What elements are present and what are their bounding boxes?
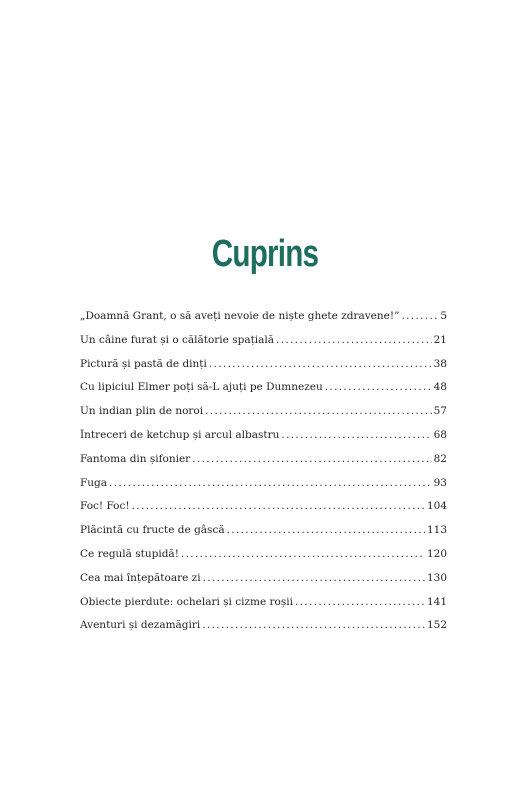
- toc-entry-page: 5: [440, 310, 447, 322]
- toc-leader-dots: [192, 453, 431, 465]
- toc-entry-page: 120: [426, 547, 447, 560]
- toc-leader-dots: [202, 619, 425, 631]
- toc-entry-page: 93: [433, 476, 447, 489]
- toc-entry-title: Fantoma din șifonier: [80, 452, 191, 465]
- page-title: Cuprins: [211, 233, 319, 276]
- toc-entry[interactable]: [80, 548, 447, 572]
- toc-entry-page: 141: [426, 595, 447, 608]
- toc-entry-title: Ce regulă stupidă!: [80, 547, 179, 560]
- toc-entry[interactable]: [80, 405, 447, 429]
- toc-entry[interactable]: [80, 334, 447, 358]
- toc-entry-page: 48: [433, 381, 447, 394]
- toc-leader-dots: [109, 477, 432, 489]
- toc-leader-dots: [209, 358, 432, 370]
- toc-entry[interactable]: [80, 500, 447, 524]
- toc-entry[interactable]: [80, 572, 447, 596]
- toc-entry-page: 152: [426, 619, 447, 632]
- toc-entry-page: 21: [433, 333, 447, 346]
- toc-entry-page: 57: [433, 405, 447, 418]
- toc-leader-dots: [295, 596, 425, 608]
- toc-entry-title: Plăcintă cu fructe de gâscă: [80, 524, 225, 537]
- toc-leader-dots: [203, 572, 425, 584]
- toc-leader-dots: [325, 381, 432, 393]
- toc-leader-dots: [276, 334, 432, 346]
- toc-entry-page: 113: [426, 524, 447, 537]
- toc-entry-page: 104: [426, 500, 447, 513]
- toc-entry[interactable]: [80, 429, 447, 453]
- toc-entry[interactable]: [80, 477, 447, 501]
- toc-entry-page: 82: [433, 452, 447, 465]
- toc-entry-title: Cu lipiciul Elmer poți să-L ajuți pe Dumnezeu: [80, 381, 323, 394]
- table-of-contents: [80, 310, 447, 643]
- toc-entry-title: „Doamnă Grant, o să aveți nevoie de niște ghete zdravene!”: [80, 310, 400, 322]
- toc-leader-dots: [181, 548, 425, 560]
- toc-entry[interactable]: [80, 358, 447, 382]
- toc-entry-title: Întreceri de ketchup și arcul albastru: [80, 428, 280, 441]
- toc-leader-dots: [205, 405, 432, 417]
- toc-entry[interactable]: [80, 524, 447, 548]
- toc-entry-page: 130: [426, 571, 447, 584]
- toc-leader-dots: [132, 500, 425, 512]
- toc-entry-title: Un indian plin de noroi: [80, 405, 204, 418]
- toc-entry-title: Aventuri și dezamăgiri: [80, 619, 201, 632]
- toc-entry-title: Foc! Foc!: [80, 500, 130, 513]
- toc-entry[interactable]: [80, 453, 447, 477]
- toc-entry-title: Obiecte pierdute: ochelari și cizme roșii: [80, 595, 293, 608]
- toc-entry-title: Cea mai înțepătoare zi: [80, 571, 201, 584]
- toc-leader-dots: [401, 310, 438, 322]
- toc-entry[interactable]: [80, 619, 447, 643]
- toc-leader-dots: [281, 429, 431, 441]
- toc-entry[interactable]: [80, 381, 447, 405]
- toc-entry-title: Pictură și pastă de dinți: [80, 357, 207, 370]
- toc-entry-title: Fuga: [80, 476, 108, 489]
- toc-entry-page: 68: [433, 428, 447, 441]
- toc-entry-page: 38: [433, 357, 447, 370]
- toc-entry[interactable]: [80, 310, 447, 334]
- toc-entry-title: Un câine furat și o călătorie spațială: [80, 333, 275, 346]
- toc-entry[interactable]: [80, 596, 447, 620]
- toc-leader-dots: [227, 524, 425, 536]
